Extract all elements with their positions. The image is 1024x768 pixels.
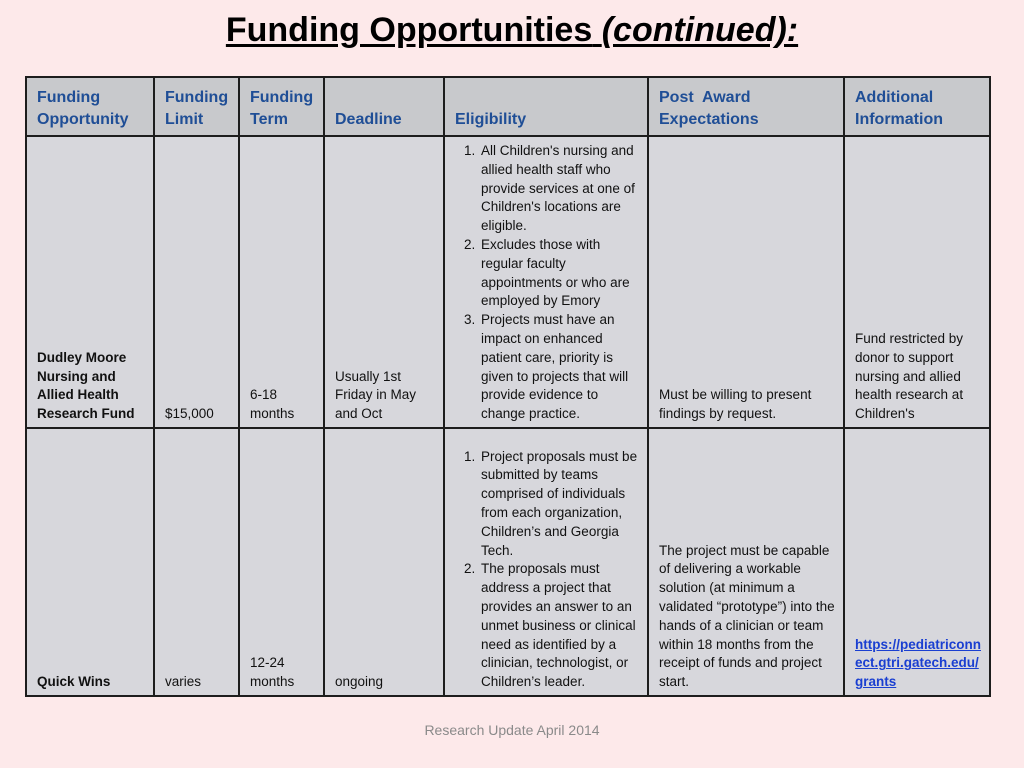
- cell-deadline: Usually 1st Friday in May and Oct: [324, 136, 444, 428]
- list-item: 1. Project proposals must be submitted by teams comprised of individuals from each organization, Children’s and Georgia Tech.: [479, 448, 639, 561]
- title-suffix: (continued):: [601, 11, 799, 49]
- cell-term: 6-18 months: [239, 136, 324, 428]
- slide-title: [0, 8, 1024, 52]
- cell-limit: varies: [154, 428, 239, 696]
- eligibility-list: [455, 142, 639, 424]
- cell-eligibility: [444, 136, 648, 428]
- cell-deadline: ongoing: [324, 428, 444, 696]
- table-row: [26, 136, 990, 428]
- cell-limit: $15,000: [154, 136, 239, 428]
- title-underlined: [226, 11, 798, 49]
- cell-opportunity: Quick Wins: [26, 428, 154, 696]
- eligibility-list: [455, 448, 639, 692]
- header-post-award: Post Award Expectations: [648, 77, 844, 136]
- cell-post-award: The project must be capable of delivering a workable solution (at minimum a validated “prototype”) into the hands of a clinician or team within 18 months from the receipt of funds and project start.: [648, 428, 844, 696]
- funding-table: [25, 76, 991, 697]
- list-item: 3. Projects must have an impact on enhanced patient care, priority is given to projects that will provide evidence to change practice.: [479, 311, 639, 424]
- title-main: Funding Opportunities: [225, 11, 593, 49]
- cell-post-award: Must be willing to present findings by request.: [648, 136, 844, 428]
- header-additional: Additional Information: [844, 77, 990, 136]
- header-term: Funding Term: [239, 77, 324, 136]
- table-header-row: [26, 77, 990, 136]
- cell-term: 12-24 months: [239, 428, 324, 696]
- cell-opportunity: Dudley Moore Nursing and Allied Health Research Fund: [26, 136, 154, 428]
- header-eligibility: Eligibility: [444, 77, 648, 136]
- list-item: 2. The proposals must address a project that provides an answer to an unmet business or clinical need as identified by a clinician, technologist, or Children’s leader.: [479, 560, 639, 692]
- cell-additional: Fund restricted by donor to support nursing and allied health research at Children's: [844, 136, 990, 428]
- cell-eligibility: [444, 428, 648, 696]
- list-item: 2. Excludes those with regular faculty appointments or who are employed by Emory: [479, 236, 639, 311]
- header-deadline: Deadline: [324, 77, 444, 136]
- header-limit: Funding Limit: [154, 77, 239, 136]
- header-opportunity: Funding Opportunity: [26, 77, 154, 136]
- footer-text: Research Update April 2014: [424, 722, 600, 738]
- cell-additional: [844, 428, 990, 696]
- list-item: 1. All Children's nursing and allied health staff who provide services at one of Children's locations are eligible.: [479, 142, 639, 236]
- grants-link[interactable]: https://pediatriconnect.gtri.gatech.edu/grants: [855, 636, 981, 690]
- table-row: [26, 428, 990, 696]
